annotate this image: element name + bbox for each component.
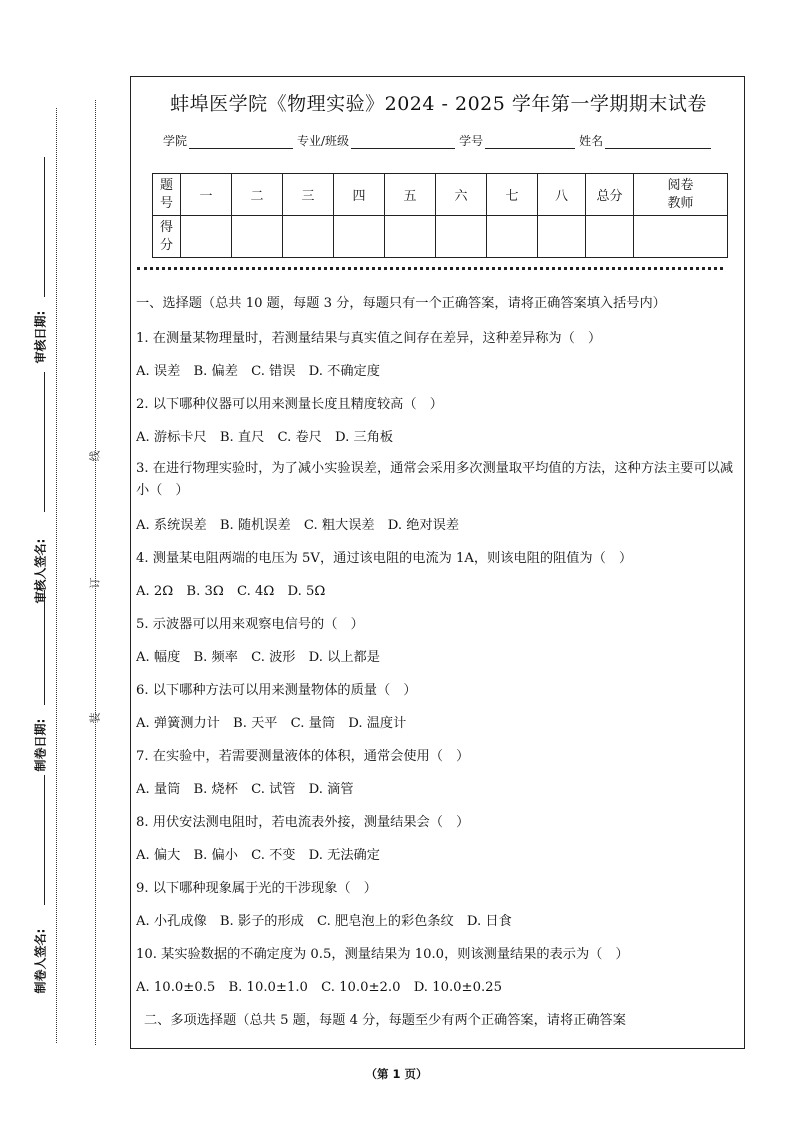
question-2: 2. 以下哪种仪器可以用来测量长度且精度较高（ ）: [136, 397, 443, 412]
score-table-header-cell: 二: [232, 174, 283, 216]
major-class-field[interactable]: [351, 135, 455, 149]
major-class-label: 专业/班级: [297, 134, 350, 148]
student-id-field[interactable]: [485, 135, 575, 149]
question-7: 7. 在实验中，若需要测量液体的体积，通常会使用（ ）: [136, 749, 470, 764]
score-table-header-cell: 五: [385, 174, 436, 216]
score-table-header-cell: 八: [538, 174, 586, 216]
binding-glyph-bind: 装: [88, 712, 102, 724]
question-1-options: A. 误差 B. 偏差 C. 错误 D. 不确定度: [136, 364, 380, 379]
exam-title: 蚌埠医学院《物理实验》2024 - 2025 学年第一学期期末试卷: [170, 93, 707, 115]
score-cell[interactable]: [181, 216, 232, 258]
question-10-options: A. 10.0±0.5 B. 10.0±1.0 C. 10.0±2.0 D. 10.0±0.25: [136, 980, 502, 995]
page-number: （第 1 页）: [365, 1067, 428, 1081]
review-date-label: 审核日期:: [33, 310, 48, 364]
student-id-label: 学号: [459, 134, 484, 148]
score-table-row-label: 得 分: [153, 216, 181, 258]
binding-glyph-line: 线: [88, 450, 102, 462]
score-table-header-cell: 七: [487, 174, 538, 216]
name-field[interactable]: [605, 135, 711, 149]
score-table-header-cell: 总分: [586, 174, 634, 216]
exam-frame: [130, 76, 745, 1049]
question-4-options: A. 2Ω B. 3Ω C. 4Ω D. 5Ω: [136, 584, 326, 599]
section1-heading: 一、选择题（总共 10 题，每题 3 分，每题只有一个正确答案，请将正确答案填入括号内）: [136, 296, 666, 311]
score-table-header-cell: 一: [181, 174, 232, 216]
student-info-line: [163, 132, 715, 149]
score-cell[interactable]: [436, 216, 487, 258]
score-cell[interactable]: [283, 216, 334, 258]
score-cell[interactable]: [586, 216, 634, 258]
paper-maker-signature-blank: [44, 775, 45, 905]
question-9: 9. 以下哪种现象属于光的干涉现象（ ）: [136, 881, 377, 896]
paper-date-label: 制卷日期:: [33, 718, 48, 772]
score-cell[interactable]: [538, 216, 586, 258]
question-6-options: A. 弹簧测力计 B. 天平 C. 量筒 D. 温度计: [136, 716, 407, 731]
score-table-header-cell: 阅卷 教师: [634, 174, 728, 216]
score-cell[interactable]: [487, 216, 538, 258]
name-label: 姓名: [579, 134, 604, 148]
question-6: 6. 以下哪种方法可以用来测量物体的质量（ ）: [136, 683, 417, 698]
score-cell[interactable]: [334, 216, 385, 258]
binding-dotted-line-inner: [95, 100, 96, 1045]
binding-glyph-staple: 订: [88, 577, 102, 589]
question-3-options: A. 系统误差 B. 随机误差 C. 粗大误差 D. 绝对误差: [136, 518, 460, 533]
score-table-header-cell: 题 号: [153, 174, 181, 216]
reviewer-signature-blank: [44, 372, 45, 512]
question-8-options: A. 偏大 B. 偏小 C. 不变 D. 无法确定: [136, 848, 380, 863]
dotted-separator: [137, 267, 723, 270]
question-9-options: A. 小孔成像 B. 影子的形成 C. 肥皂泡上的彩色条纹 D. 日食: [136, 914, 512, 929]
question-5-options: A. 幅度 B. 频率 C. 波形 D. 以上都是: [136, 650, 380, 665]
review-date-blank: [44, 157, 45, 297]
score-cell[interactable]: [634, 216, 728, 258]
score-cell[interactable]: [232, 216, 283, 258]
score-table-header-cell: 六: [436, 174, 487, 216]
question-8: 8. 用伏安法测电阻时，若电流表外接，测量结果会（ ）: [136, 815, 470, 830]
college-label: 学院: [163, 134, 188, 148]
score-cell[interactable]: [385, 216, 436, 258]
binding-dotted-line-outer: [56, 108, 57, 1043]
paper-date-blank: [44, 590, 45, 705]
college-field[interactable]: [189, 135, 293, 149]
question-10: 10. 某实验数据的不确定度为 0.5，测量结果为 10.0，则该测量结果的表示为（ ）: [136, 947, 629, 962]
score-table: [152, 173, 728, 258]
reviewer-signature-label: 审核人签名:: [33, 538, 48, 604]
exam-body: [136, 289, 741, 1037]
question-2-options: A. 游标卡尺 B. 直尺 C. 卷尺 D. 三角板: [136, 430, 394, 445]
question-5: 5. 示波器可以用来观察电信号的（ ）: [136, 617, 364, 632]
question-1: 1. 在测量某物理量时，若测量结果与真实值之间存在差异，这种差异称为（ ）: [136, 331, 602, 346]
score-table-header-cell: 三: [283, 174, 334, 216]
paper-maker-signature-label: 制卷人签名:: [33, 928, 48, 994]
question-7-options: A. 量筒 B. 烧杯 C. 试管 D. 滴管: [136, 782, 354, 797]
score-table-header-cell: 四: [334, 174, 385, 216]
section2-heading: 二、多项选择题（总共 5 题，每题 4 分，每题至少有两个正确答案，请将正确答案: [144, 1013, 626, 1028]
question-3: 3. 在进行物理实验时，为了减小实验误差，通常会采用多次测量取平均值的方法，这种方法主要可以减小（ ）: [136, 461, 734, 498]
question-4: 4. 测量某电阻两端的电压为 5V，通过该电阻的电流为 1A，则该电阻的阻值为（ ）: [136, 551, 633, 566]
